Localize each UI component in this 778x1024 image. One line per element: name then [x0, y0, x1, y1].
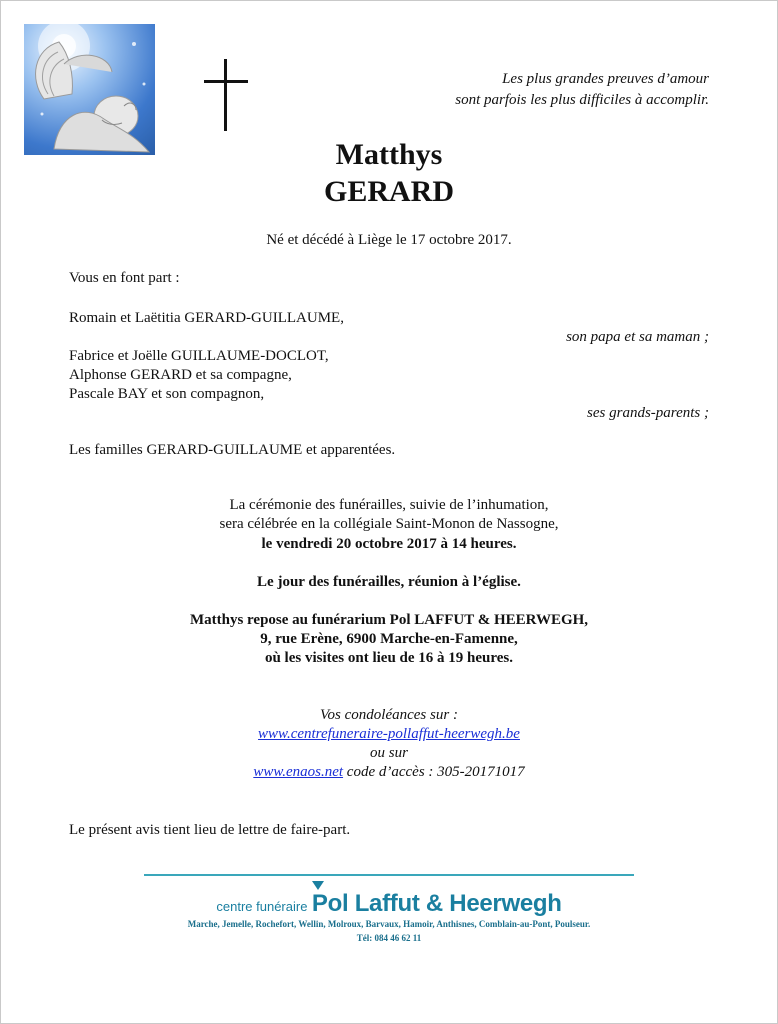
quote-line-2: sont parfois les plus difficiles à accomplir. [455, 92, 709, 108]
rest-line-1: Matthys repose au funérarium Pol LAFFUT & HEERWEGH, [189, 612, 589, 628]
grandparent-2: Alphonse GERARD et sa compagne, [69, 367, 292, 383]
logo-triangle-icon [312, 881, 324, 890]
funeral-home-link[interactable]: www.centrefuneraire-pollaffut-heerwegh.be [258, 726, 520, 742]
meeting-note: Le jour des funérailles, réunion à l’église. [257, 574, 521, 590]
logo-name: Pol Laffut & Heerwegh [311, 890, 562, 917]
funeral-home-logo [1, 890, 777, 918]
ceremony-date: le vendredi 20 octobre 2017 à 14 heures. [261, 536, 517, 552]
footer-note: Le présent avis tient lieu de lettre de faire-part. [69, 822, 351, 838]
enaos-row [1, 763, 777, 782]
grandparent-1: Fabrice et Joëlle GUILLAUME-DOCLOT, [69, 348, 329, 364]
ceremony-line-2: sera célébrée en la collégiale Saint-Monon de Nassogne, [219, 516, 559, 532]
condolences-intro: Vos condoléances sur : [320, 707, 458, 723]
parents-names: Romain et Laëtitia GERARD-GUILLAUME, [69, 310, 344, 326]
cross-icon [204, 59, 248, 131]
families: Les familles GERARD-GUILLAUME et apparentées. [69, 442, 396, 458]
angel-image [24, 24, 155, 155]
birth-death-dates: Né et décédé à Liège le 17 octobre 2017. [266, 232, 512, 248]
access-code: code d’accès : 305-20171017 [346, 764, 525, 780]
condolences-link-row [1, 725, 777, 744]
ceremony-line-1: La cérémonie des funérailles, suivie de l’inhumation, [229, 497, 549, 513]
funeral-home-locations: Marche, Jemelle, Rochefort, Wellin, Molroux, Barvaux, Hamoir, Anthisnes, Comblain-au-Pont, Poulseur. [187, 919, 591, 929]
quote [349, 69, 709, 111]
parents-role: son papa et sa maman ; [566, 329, 709, 345]
announcement-intro: Vous en font part : [69, 270, 180, 286]
rest-line-2: 9, rue Erène, 6900 Marche-en-Famenne, [260, 631, 518, 647]
condolences-or: ou sur [370, 745, 408, 761]
deceased-first-name: Matthys [335, 138, 443, 171]
funeral-home-phone: Tél: 084 46 62 11 [356, 933, 422, 943]
grandparent-3: Pascale BAY et son compagnon, [69, 386, 265, 402]
rest-line-3: où les visites ont lieu de 16 à 19 heures. [264, 650, 514, 666]
logo-divider [144, 874, 634, 876]
quote-line-1: Les plus grandes preuves d’amour [502, 71, 709, 87]
enaos-link[interactable]: www.enaos.net [253, 764, 344, 780]
logo-prefix: centre funéraire [216, 899, 308, 914]
deceased-last-name: GERARD [323, 175, 454, 208]
grandparents-role: ses grands-parents ; [587, 405, 709, 421]
